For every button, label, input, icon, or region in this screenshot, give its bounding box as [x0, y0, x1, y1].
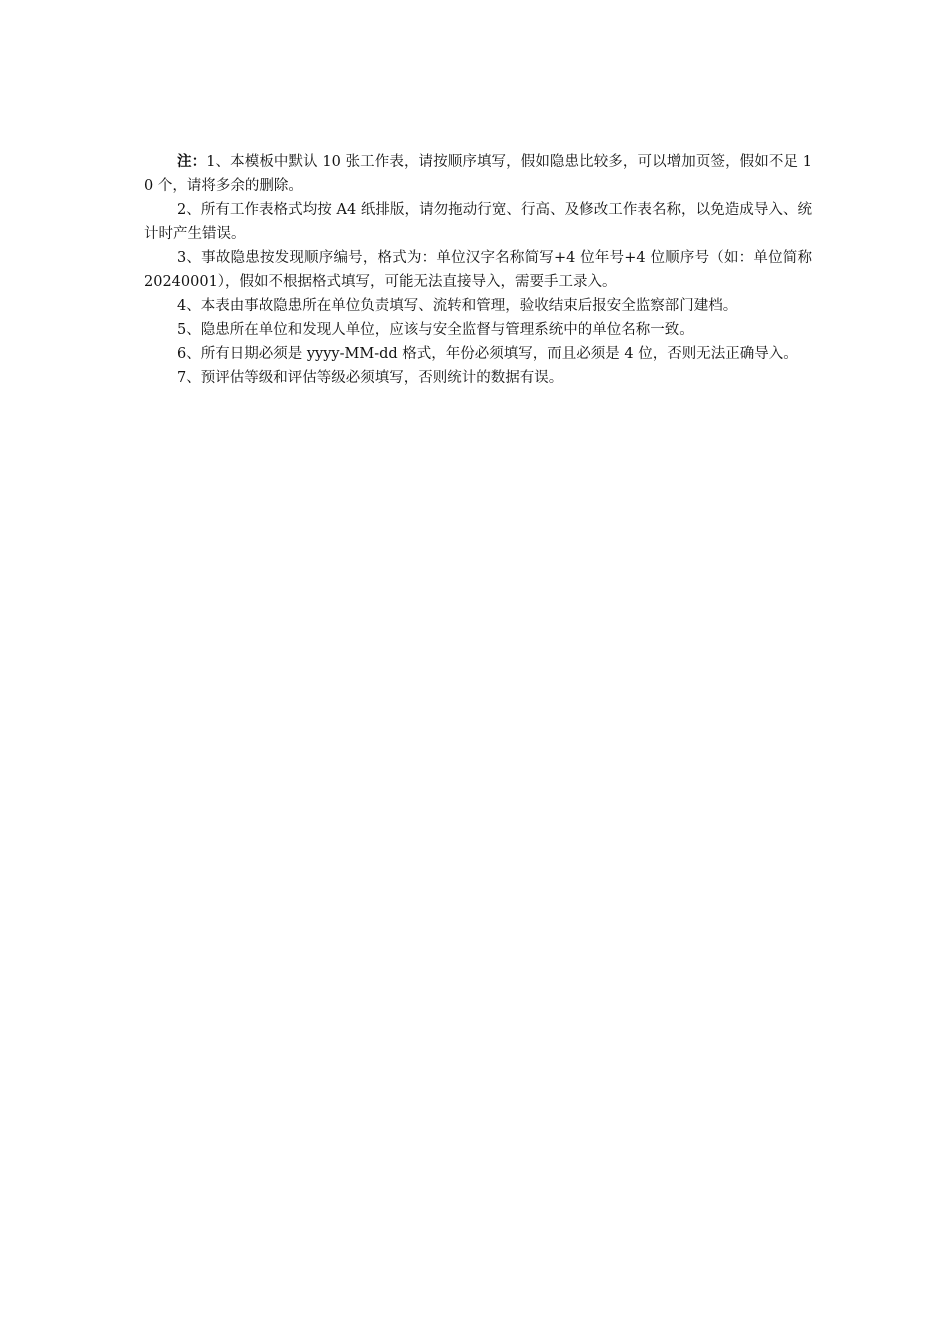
note-text-7: 7、预评估等级和评估等级必须填写，否则统计的数据有误。	[177, 370, 564, 386]
notes-lead: 注：	[177, 153, 207, 170]
note-text-5: 5、隐患所在单位和发现人单位，应该与安全监督与管理系统中的单位名称一致。	[177, 322, 694, 338]
notes-block	[144, 150, 812, 390]
note-item-6	[144, 342, 812, 366]
note-text-1: 1、本模板中默认 10 张工作表，请按顺序填写，假如隐患比较多，可以增加页签，假如不足 10 个，请将多余的删除。	[144, 154, 813, 194]
note-item-5	[144, 318, 812, 342]
note-text-2: 2、所有工作表格式均按 A4 纸排版，请勿拖动行宽、行高、及修改工作表名称，以免造成导入、统计时产生错误。	[144, 202, 812, 242]
note-item-3	[144, 246, 812, 294]
note-text-6: 6、所有日期必须是 yyyy-MM-dd 格式，年份必须填写，而且必须是 4 位，否则无法正确导入。	[177, 346, 798, 362]
note-item-1	[144, 150, 812, 198]
note-item-2	[144, 198, 812, 246]
note-text-3: 3、事故隐患按发现顺序编号，格式为：单位汉字名称简写+4 位年号+4 位顺序号（如：单位简称 20240001），假如不根据格式填写，可能无法直接导入，需要手工录入。	[144, 250, 812, 290]
note-item-7	[144, 366, 812, 390]
note-item-4	[144, 294, 812, 318]
note-text-4: 4、本表由事故隐患所在单位负责填写、流转和管理，验收结束后报安全监察部门建档。	[177, 298, 738, 314]
